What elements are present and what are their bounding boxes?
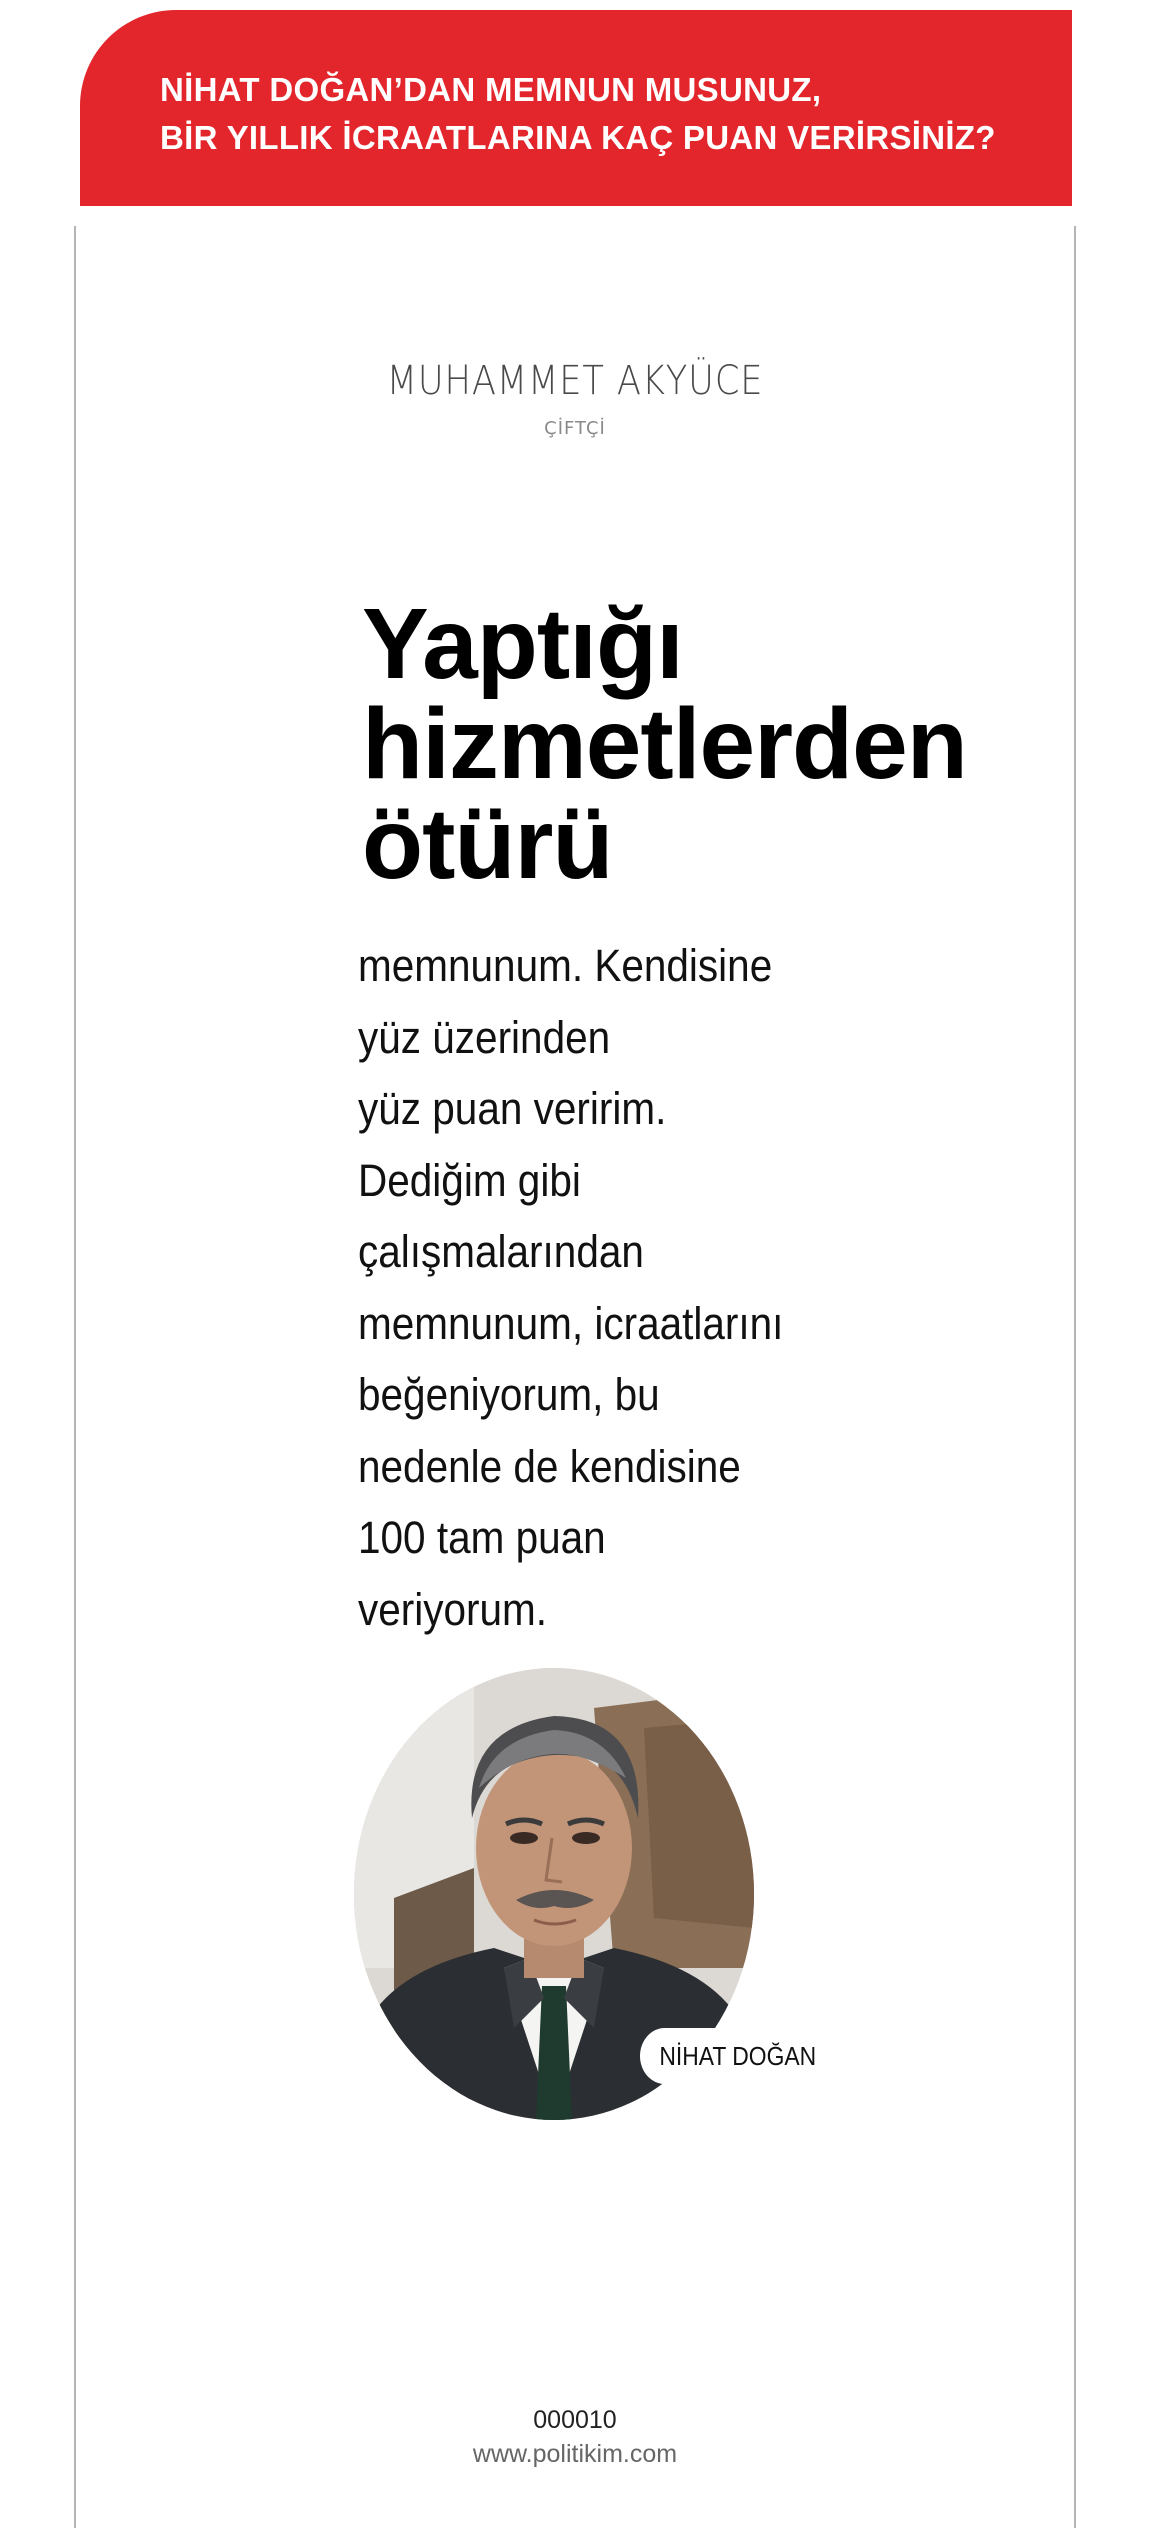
headline-line: ötürü (362, 788, 613, 900)
quote-line: memnunum. Kendisine (358, 940, 773, 991)
quote-line: veriyorum. (358, 1583, 548, 1635)
quote-line: Dediğim gibi (358, 1154, 581, 1206)
author-name: MUHAMMET AKYÜCE (386, 358, 764, 404)
quote-line: çalışmalarından (358, 1226, 644, 1277)
quote-body (358, 930, 862, 1645)
photo-caption: NİHAT DOĞAN (640, 2028, 836, 2084)
headline (362, 588, 1062, 900)
headline-line: hizmetlerden (362, 688, 967, 800)
banner-title-line-2: BİR YILLIK İCRAATLARINA KAÇ PUAN VERİRSİNİZ? (160, 119, 996, 156)
quote-line: yüz puan veririm. (358, 1083, 667, 1134)
footer-url[interactable]: www.politikim.com (472, 2440, 678, 2468)
header-banner (80, 10, 1072, 206)
banner-title-line-1: NİHAT DOĞAN’DAN MEMNUN MUSUNUZ, (160, 71, 822, 108)
footer-code: 000010 (533, 2406, 617, 2434)
quote-line: yüz üzerinden (358, 1011, 611, 1063)
quote-line: beğeniyorum, bu (358, 1369, 660, 1420)
quote-line: 100 tam puan (358, 1512, 606, 1563)
headline-line: Yaptığı (362, 588, 683, 700)
author-role: ÇİFTÇİ (544, 418, 606, 439)
quote-line: nedenle de kendisine (358, 1440, 741, 1492)
quote-line: memnunum, icraatlarını (358, 1297, 784, 1349)
